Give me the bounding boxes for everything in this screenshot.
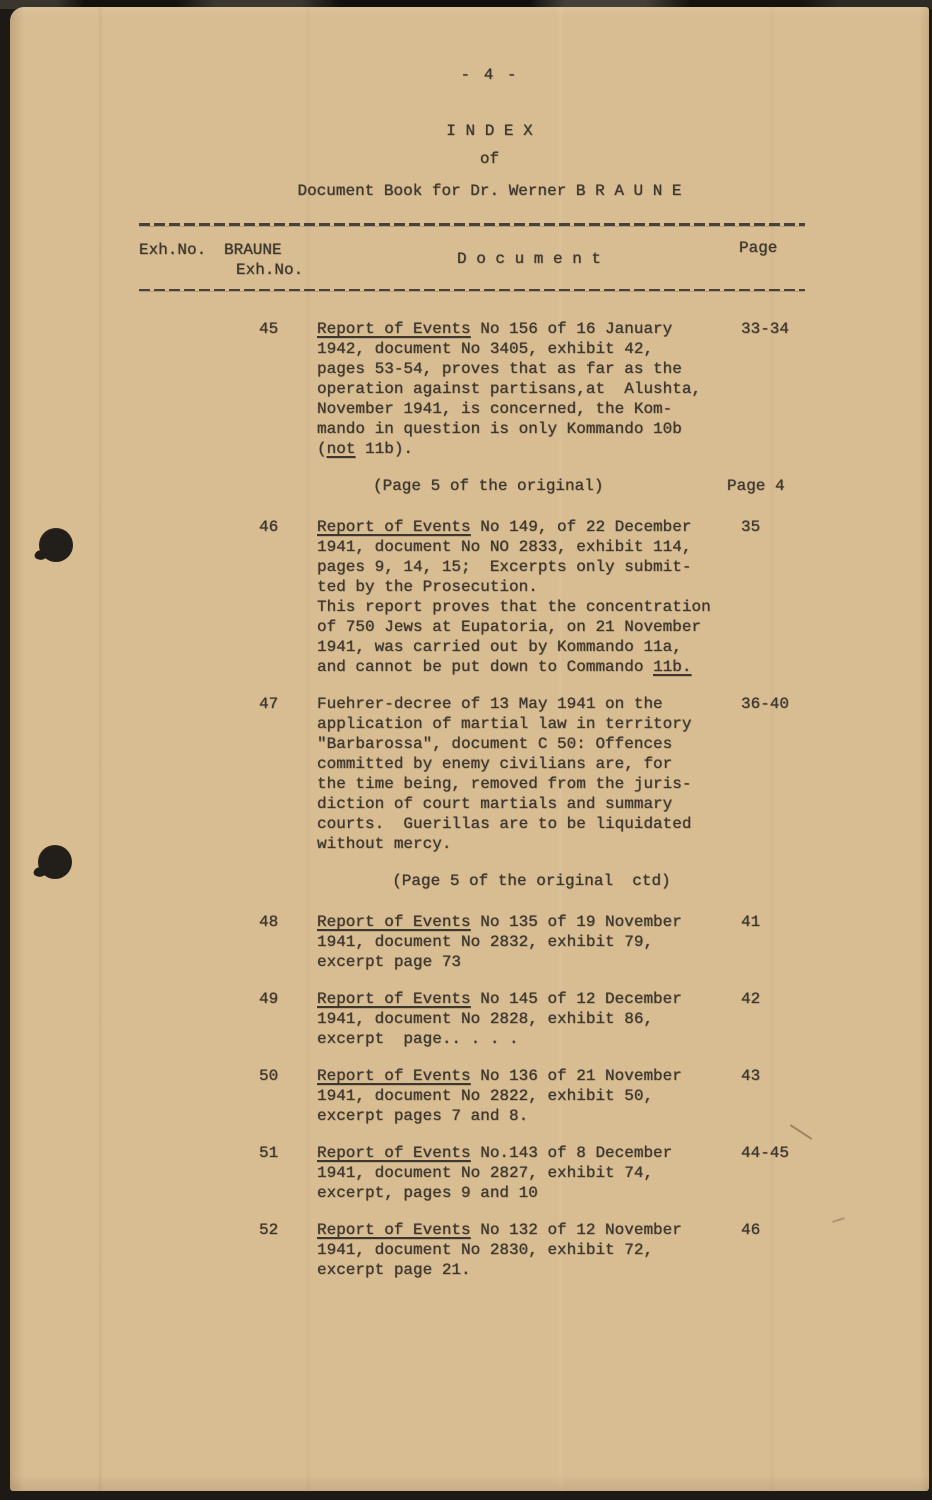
document-line <box>317 637 741 657</box>
underlined-text: Report of Events <box>317 990 471 1008</box>
book-title: Document Book for Dr. Werner B R A U N E <box>297 182 682 200</box>
page-cell: 36-40 <box>741 695 790 713</box>
page-cell: 41 <box>741 913 761 931</box>
document-cell <box>317 517 741 677</box>
col-header-braune-exh-no <box>224 240 303 280</box>
document-cell <box>317 1066 741 1126</box>
page-cell: Page 4 <box>727 477 785 495</box>
text-segment: This report proves that the concentration <box>317 598 711 616</box>
text-segment: excerpt pages 7 and 8. <box>317 1107 529 1125</box>
page-number: - 4 - <box>460 66 519 84</box>
braune-exh-no: 49 <box>259 990 279 1008</box>
document-cell <box>317 319 741 459</box>
document-line <box>317 597 741 617</box>
document-line <box>317 419 741 439</box>
text-segment: 1941, document No 2832, exhibit 79, <box>317 933 654 951</box>
braune-exh-no <box>259 871 317 891</box>
braune-exh-no: 45 <box>259 320 279 338</box>
document-line <box>317 617 741 637</box>
exh-no-cell <box>139 517 259 677</box>
index-entry-47 <box>139 694 805 854</box>
text-segment: No 135 of 19 November <box>470 913 682 931</box>
col-header-page: Page <box>739 238 778 257</box>
document-line <box>317 1066 741 1086</box>
text-segment: No 136 of 21 November <box>470 1067 682 1085</box>
text-segment: 1941, document No 2830, exhibit 72, <box>317 1241 654 1259</box>
text-segment: courts. Guerillas are to be liquidated <box>317 815 692 833</box>
document-line <box>317 774 741 794</box>
text-segment: No 149, of 22 December <box>470 518 692 536</box>
text-segment: No.143 of 8 December <box>470 1144 673 1162</box>
document-line <box>317 319 741 339</box>
exh-no-cell <box>139 871 259 891</box>
text-segment: ( <box>317 440 327 458</box>
underlined-text: Report of Events <box>317 913 471 931</box>
index-title: I N D E X <box>446 122 533 140</box>
document-line <box>317 714 741 734</box>
scratch-mark <box>832 1217 845 1223</box>
document-line <box>317 1260 741 1280</box>
document-line <box>317 1220 741 1240</box>
document-cell <box>317 989 741 1049</box>
page-note <box>139 871 805 891</box>
index-entry-51 <box>139 1143 805 1203</box>
index-subtitle-of: of <box>479 150 500 168</box>
text-segment: 1941, document No 2827, exhibit 74, <box>317 1164 654 1182</box>
exh-no-cell <box>139 1220 259 1280</box>
text-segment: ted by the Prosecution. <box>317 578 538 596</box>
hole-punch-top <box>39 528 73 562</box>
document-cell <box>317 694 741 854</box>
braune-exh-no <box>259 476 317 496</box>
text-segment: operation against partisans,at Alushta, <box>317 380 702 398</box>
exh-no-cell <box>139 694 259 854</box>
document-line <box>317 794 741 814</box>
document-line <box>317 1183 741 1203</box>
text-segment: Fuehrer-decree of 13 May 1941 on the <box>317 695 663 713</box>
page-cell: 44-45 <box>741 1144 790 1162</box>
col-header-braune-line2: Exh.No. <box>236 260 304 279</box>
document-line <box>317 537 741 557</box>
document-line <box>317 339 741 359</box>
document-line <box>317 912 741 932</box>
document-line <box>317 989 741 1009</box>
underlined-text: Report of Events <box>317 518 471 536</box>
text-segment: 1941, document No 2822, exhibit 50, <box>317 1087 654 1105</box>
braune-exh-no: 50 <box>259 1067 279 1085</box>
page-cell: 43 <box>741 1067 761 1085</box>
document-line <box>317 754 741 774</box>
exh-no-cell <box>139 989 259 1049</box>
index-table <box>139 223 805 1280</box>
document-line <box>317 1086 741 1106</box>
text-segment: 1941, document No 2828, exhibit 86, <box>317 1010 654 1028</box>
col-header-document: D o c u m e n t <box>456 249 602 268</box>
index-entry-46 <box>139 517 805 677</box>
page-cell: 33-34 <box>741 320 790 338</box>
braune-exh-no: 48 <box>259 913 279 931</box>
underlined-text: Report of Events <box>317 1221 471 1239</box>
exh-no-cell <box>139 476 259 496</box>
text-segment: pages 9, 14, 15; Excerpts only submit- <box>317 558 692 576</box>
document-line <box>317 379 741 399</box>
document-line <box>317 1240 741 1260</box>
text-segment: mando in question is only Kommando 10b <box>317 420 682 438</box>
text-segment: and cannot be put down to Commando <box>317 658 654 676</box>
hole-punch-bottom <box>38 845 72 879</box>
underlined-text: not <box>326 440 356 458</box>
braune-exh-no: 47 <box>259 695 279 713</box>
document-line <box>317 1009 741 1029</box>
document-line <box>317 814 741 834</box>
text-segment: 1941, was carried out by Kommando 11a, <box>317 638 682 656</box>
document-page <box>10 7 929 1491</box>
text-segment: 11b). <box>355 440 414 458</box>
table-header-row <box>139 240 805 288</box>
text-segment: of 750 Jews at Eupatoria, on 21 November <box>317 618 702 636</box>
index-table-body <box>139 291 805 1280</box>
exh-no-cell <box>139 912 259 972</box>
braune-exh-no: 46 <box>259 518 279 536</box>
document-line <box>317 932 741 952</box>
document-line <box>317 952 741 972</box>
text-segment: excerpt page 73 <box>317 953 462 971</box>
text-segment: the time being, removed from the juris- <box>317 775 692 793</box>
index-entry-45 <box>139 319 805 459</box>
document-cell <box>317 1143 741 1203</box>
index-entry-49 <box>139 989 805 1049</box>
text-segment: 1941, document No NO 2833, exhibit 114, <box>317 538 692 556</box>
document-line <box>317 834 741 854</box>
page-cell <box>727 871 805 891</box>
document-line <box>317 577 741 597</box>
braune-exh-no: 51 <box>259 1144 279 1162</box>
table-divider-top <box>139 223 805 226</box>
note-text: (Page 5 of the original ctd) <box>373 872 671 890</box>
text-segment: excerpt page 21. <box>317 1261 471 1279</box>
document-headings <box>30 65 932 201</box>
document-cell <box>317 1220 741 1280</box>
document-line <box>317 517 741 537</box>
col-header-exh-no: Exh.No. <box>139 240 207 259</box>
exh-no-cell <box>139 319 259 459</box>
text-segment: pages 53-54, proves that as far as the <box>317 360 682 378</box>
text-segment: "Barbarossa", document C 50: Offences <box>317 735 673 753</box>
document-line <box>317 359 741 379</box>
page-cell: 46 <box>741 1221 761 1239</box>
note-text: (Page 5 of the original) <box>373 477 604 495</box>
text-segment: No 132 of 12 November <box>470 1221 682 1239</box>
document-line <box>317 399 741 419</box>
col-header-braune-line1: BRAUNE <box>224 240 282 259</box>
braune-exh-no: 52 <box>259 1221 279 1239</box>
index-entry-52 <box>139 1220 805 1280</box>
exh-no-cell <box>139 1143 259 1203</box>
page-cell: 42 <box>741 990 761 1008</box>
document-line <box>317 1106 741 1126</box>
document-cell <box>317 912 741 972</box>
page-note <box>139 476 805 496</box>
index-entry-48 <box>139 912 805 972</box>
underlined-text: Report of Events <box>317 1144 471 1162</box>
text-segment: November 1941, is concerned, the Kom- <box>317 400 673 418</box>
document-line <box>317 1163 741 1183</box>
document-line <box>317 694 741 714</box>
document-line <box>317 1143 741 1163</box>
document-line <box>317 557 741 577</box>
document-line <box>317 657 741 677</box>
text-segment: No 156 of 16 January <box>470 320 673 338</box>
underlined-text: Report of Events <box>317 1067 471 1085</box>
text-segment: committed by enemy civilians are, for <box>317 755 673 773</box>
text-segment: diction of court martials and summary <box>317 795 673 813</box>
index-entry-50 <box>139 1066 805 1126</box>
text-segment: 1942, document No 3405, exhibit 42, <box>317 340 654 358</box>
text-segment: application of martial law in territory <box>317 715 692 733</box>
document-line <box>317 734 741 754</box>
text-segment: without mercy. <box>317 835 452 853</box>
text-segment: excerpt, pages 9 and 10 <box>317 1184 538 1202</box>
exh-no-cell <box>139 1066 259 1126</box>
underlined-text: Report of Events <box>317 320 471 338</box>
underlined-text: 11b. <box>653 658 692 676</box>
text-segment: excerpt page.. . . . <box>317 1030 519 1048</box>
document-line <box>317 1029 741 1049</box>
page-cell: 35 <box>741 518 761 536</box>
document-line <box>317 439 741 459</box>
text-segment: No 145 of 12 December <box>470 990 682 1008</box>
